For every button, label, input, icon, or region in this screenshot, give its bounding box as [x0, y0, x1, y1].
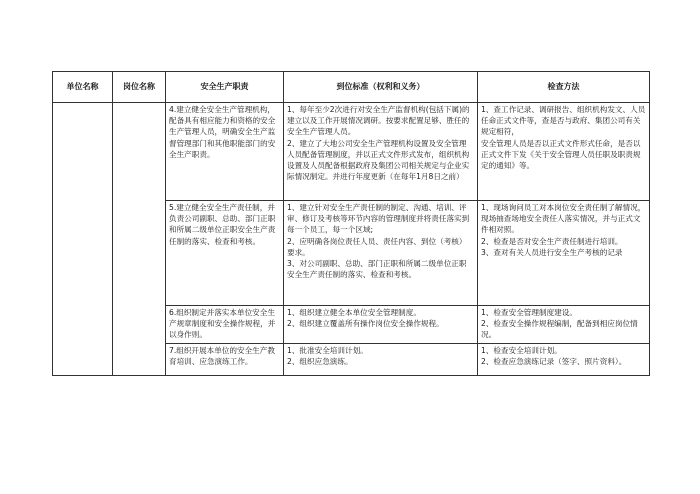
standard-line: 2、建立了大地公司安全生产管理机构设置及安全管理人员配备管理制度，并以正式文件形式发布，组织机构设置及人员配备根据政府及集团公司相关规定与企业实际情况制定。并进行年度更新（在每年1月8日之前） [287, 138, 470, 182]
check-line: 1、现场询问员工对本岗位安全责任制了解情况，现场抽查场地安全责任人落实情况，并与正式文件相对照。 [481, 203, 646, 235]
standard-line: 1、批准安全培训计划。 [287, 346, 368, 355]
check-line: 2、检查安全操作规程编制，配备到相应岗位情况。 [481, 319, 638, 340]
check-line: 2、检查应急演练记录（签字、照片资料）。 [481, 357, 627, 367]
header-safety-duty: 安全生产职责 [166, 72, 284, 103]
position-name-cell [113, 103, 166, 376]
check-line: 3、查对有关人员进行安全生产考核的记录 [481, 247, 623, 257]
header-check-method: 检查方法 [478, 72, 650, 103]
standard-cell [284, 201, 478, 306]
standard-cell [284, 306, 478, 344]
check-cell [478, 344, 650, 376]
check-line: 1、检查安全培训计划。 [481, 346, 562, 355]
check-line: 1、检查安全管理制度建设。 [481, 308, 577, 317]
duty-cell: 4.建立健全安全生产管理机构，配备具有相应能力和资格的安全生产管理人员，明确安全生产监督管理部门和其他职能部门的安全生产职责。 [166, 103, 284, 201]
check-line: 安全管理人员是否以正式文件形式任命，是否以正式文件下发《关于安全管理人员任职及职责规定的通知》等。 [481, 138, 641, 171]
header-standard: 到位标准（权利和义务） [284, 72, 478, 103]
standard-line: 2、组织建立覆盖所有操作岗位安全操作规程。 [287, 319, 444, 329]
standard-cell [284, 103, 478, 201]
check-cell [478, 306, 650, 344]
standard-cell [284, 344, 478, 376]
check-line: 1、查工作记录、调研报告、组织机构发文、人员任命正式文件等，查是否与政府、集团公司有关规定相符， [481, 105, 646, 137]
table-row [53, 103, 650, 201]
duty-cell: 7.组织开展本单位的安全生产教育培训、应急演练工作。 [166, 344, 284, 376]
unit-name-cell [53, 103, 113, 376]
check-cell [478, 201, 650, 306]
header-position-name: 岗位名称 [113, 72, 166, 103]
standard-line: 1、建立针对安全生产责任制的制定、沟通、培训、评审、修订及考核等环节内容的管理制度并将责任落实到每一个员工，每一个区域; [287, 203, 470, 235]
standard-line: 2、应明确各岗位责任人员、责任内容、到位（考核）要求。 [287, 236, 467, 257]
table-header-row [53, 72, 650, 103]
standard-line: 1、每年至少2次进行对安全生产监督机构(包括下属)的建立以及工作开展情况调研。按要求配置足够、胜任的安全生产管理人员。 [287, 105, 470, 137]
safety-duty-table [52, 71, 650, 376]
duty-cell: 5.建立健全安全生产责任制，并负责公司副职、总助、部门正职和所属二级单位正职安全生产责任制的落实、检查和考核。 [166, 201, 284, 306]
standard-line: 1、组织建立健全本单位安全管理制度。 [287, 308, 421, 317]
standard-line: 2、组织应急演练。 [287, 357, 353, 367]
standard-line: 3、对公司副职、总助、部门正职和所属二级单位正职安全生产责任制的落实、检查和考核。 [287, 259, 467, 280]
check-line: 2、检查是否对安全生产责任制进行培训。 [481, 236, 623, 246]
duty-cell: 6.组织制定并落实本单位安全生产规章制度和安全操作规程，并以身作则。 [166, 306, 284, 344]
check-cell [478, 103, 650, 201]
header-unit-name: 单位名称 [53, 72, 113, 103]
